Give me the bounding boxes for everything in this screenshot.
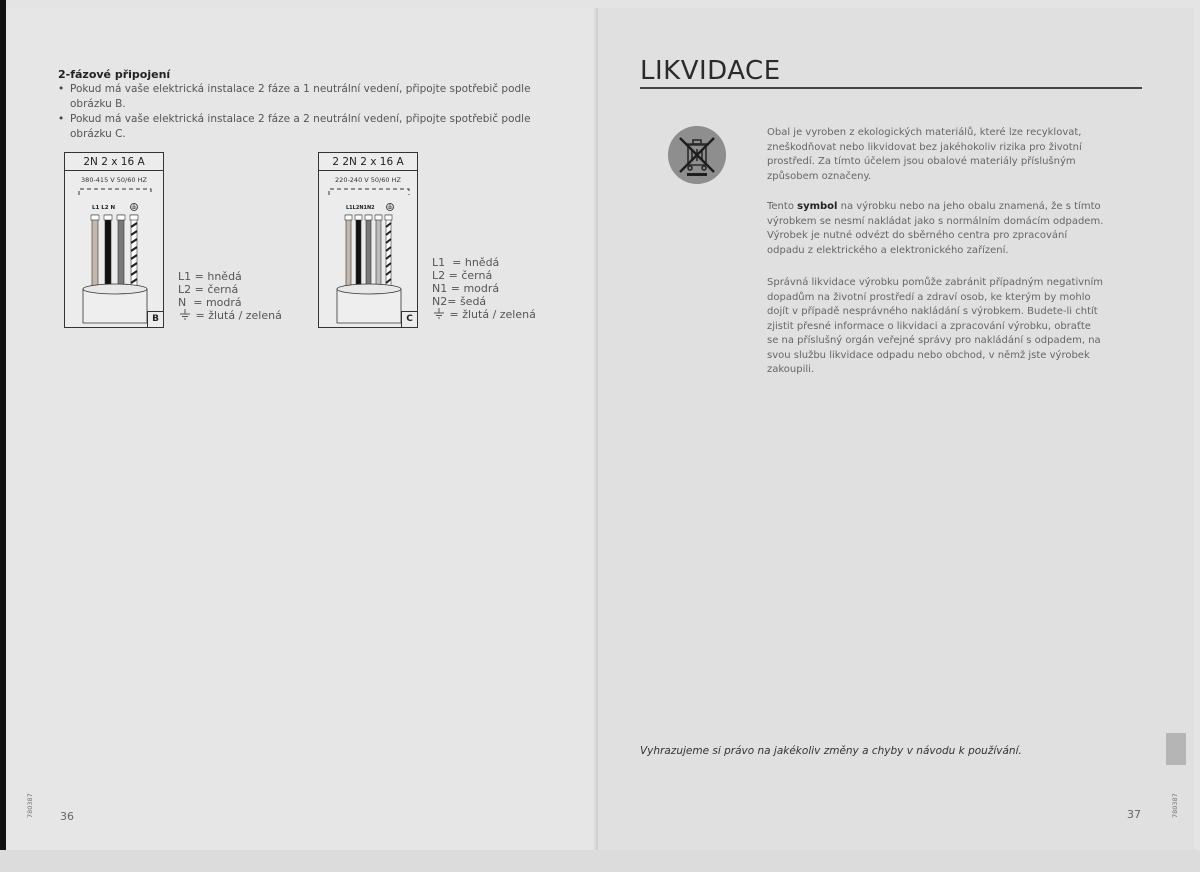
legend-row: L1 = hnědá — [432, 256, 500, 269]
wire-black — [355, 215, 362, 289]
legend-row: L2 = černá — [178, 283, 239, 296]
wiring-diagram-b — [64, 152, 164, 328]
section-heading: 2-fázové připojení — [58, 68, 171, 81]
symbol-paragraph: Tento symbol na výrobku nebo na jeho obalu znamená, že s tímto výrobkem se nesmí nakládat jako s normálním domácím odpadem. Výrobek je nutné odvézt do sběrného centra pro zpracování odpadu z elektrického a elektronického zařízení. — [767, 201, 1104, 256]
document-code: 780387 — [26, 793, 34, 818]
diagram-title: 2 2N 2 x 16 A — [319, 153, 417, 171]
diagram-voltage: 380-415 V 50/60 HZ — [81, 176, 147, 184]
wire-earth — [130, 215, 138, 289]
legend-row: L2 = černá — [432, 269, 493, 282]
disposal-paragraph: Správná likvidace výrobku pomůže zabránit případným negativním dopadům na životní prostředí a zdraví osob, ke kterým by mohlo dojít v případě nesprávného nakládání s výrobkem. Budete-li chtít zjistit přesné informace o likvidaci a zpracování výrobku, obraťte se na příslušný orgán veřejné správy pro nakládání s odpadem, na svou službu likvidace odpadu nebo obchod, v němž jste výrobek zakoupili. — [767, 277, 1104, 375]
legend-row: L1 = hnědá — [178, 270, 242, 283]
legend-row: N1 = modrá — [432, 282, 500, 295]
earth-terminal-icon — [131, 204, 138, 211]
diagram-letter: B — [147, 311, 163, 327]
wire-blue — [117, 215, 125, 289]
disclaimer-note: Vyhrazujeme si právo na jakékoliv změny a chyby v návodu k používání. — [640, 745, 1022, 757]
ground-symbol-icon — [178, 309, 192, 320]
wire-earth — [385, 215, 392, 289]
terminal-labels: L1 L2 N — [92, 205, 116, 211]
wiring-diagram-c — [318, 152, 418, 328]
cable-drawing — [65, 185, 165, 327]
legend-row: N = modrá — [178, 296, 242, 309]
cable-drawing — [319, 185, 419, 327]
title-divider — [640, 87, 1142, 89]
wire-blue — [365, 215, 372, 289]
section-tab — [1166, 733, 1186, 765]
diagram-letter: C — [401, 311, 417, 327]
wire-gray — [375, 215, 382, 289]
wire-legend-c — [432, 256, 536, 321]
bullet-item: • Pokud má vaše elektrická instalace 2 fáze a 2 neutrální vedení, připojte spotřebič podle obrázku C. — [58, 112, 558, 142]
diagram-voltage: 220-240 V 50/60 HZ — [335, 176, 401, 184]
earth-terminal-icon — [387, 204, 394, 211]
ground-symbol-icon — [432, 308, 446, 319]
legend-row: = žlutá / zelená — [178, 309, 282, 322]
terminal-labels: L1L2N1N2 — [346, 205, 375, 211]
wire-brown — [91, 215, 99, 289]
page-title: LIKVIDACE — [640, 56, 781, 86]
page-number: 37 — [1127, 808, 1141, 821]
bold-symbol-word: symbol — [797, 201, 838, 212]
legend-row: N2= šedá — [432, 295, 487, 308]
page-number: 36 — [60, 810, 74, 823]
wire-brown — [345, 215, 352, 289]
packaging-paragraph: Obal je vyroben z ekologických materiálů, které lze recyklovat, zneškodňovat nebo likvidovat bez jakéhokoliv rizika pro životní prostředí. Za tímto účelem jsou obalové materiály příslušným způsobem označeny. — [767, 127, 1082, 182]
bullet-item: • Pokud má vaše elektrická instalace 2 fáze a 1 neutrální vedení, připojte spotřebič podle obrázku B. — [58, 82, 558, 112]
connection-bullets — [58, 82, 558, 142]
crossed-bin-icon — [668, 126, 726, 184]
scan-bottom-edge — [0, 850, 1200, 872]
wire-black — [104, 215, 112, 289]
wire-legend-b — [178, 270, 282, 322]
legend-row: = žlutá / zelená — [432, 308, 536, 321]
document-code: 780387 — [1171, 793, 1179, 818]
diagram-title: 2N 2 x 16 A — [65, 153, 163, 171]
